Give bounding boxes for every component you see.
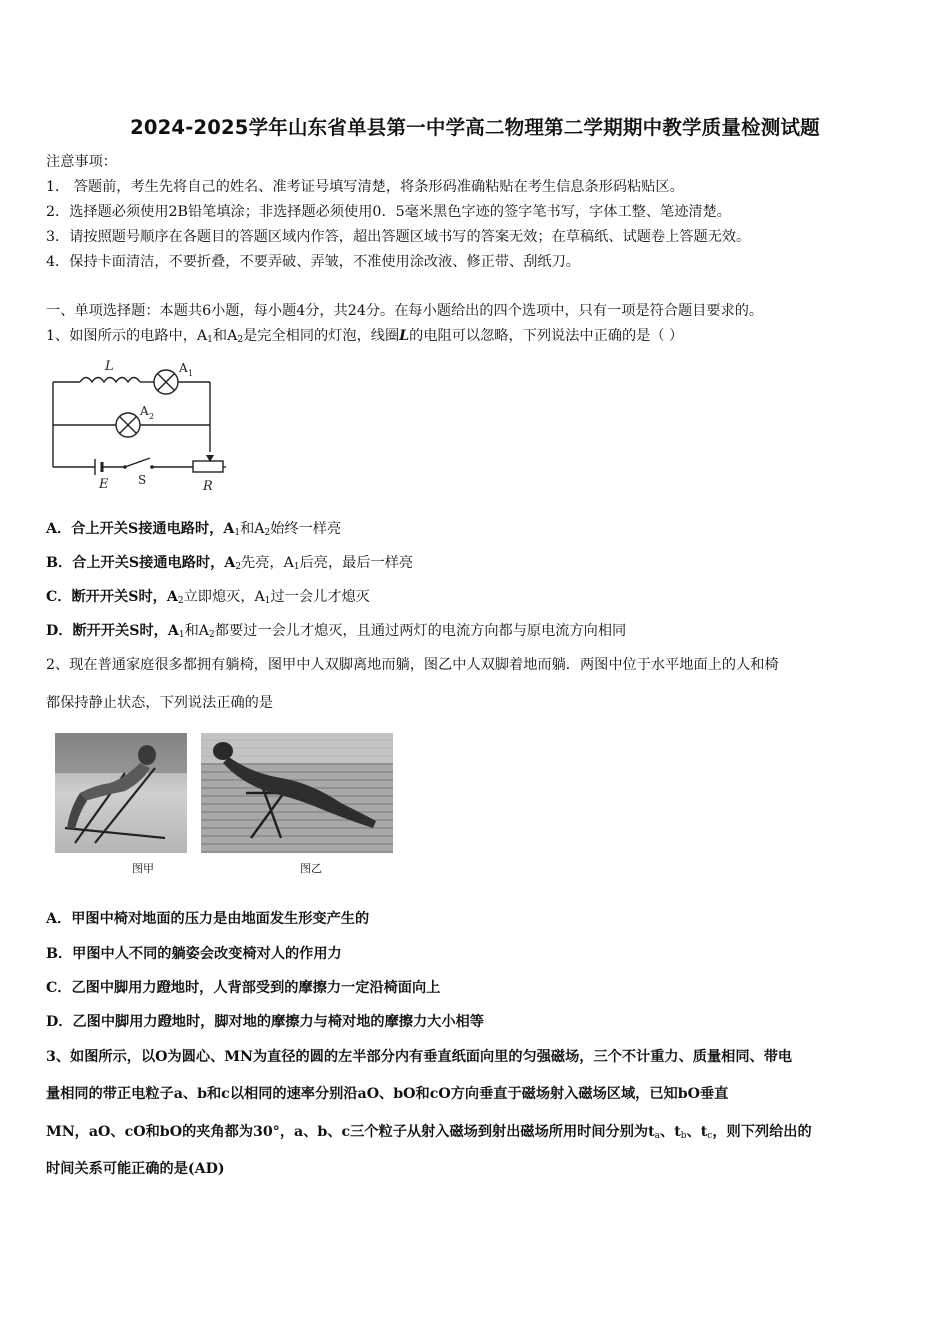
label-lamp-A1: A [179,361,188,375]
label-switch-S: S [138,473,147,487]
label-battery-E: E [99,477,109,492]
section-heading: 一、单项选择题：本题共6小题，每小题4分，共24分。在每小题给出的四个选项中，只有一项是符合题目要求的。 [46,303,764,319]
page-title: 2024-2025学年山东省单县第一中学高二物理第二学期期中教学质量检测试题 [130,116,820,139]
q2-option-b: B．甲图中人不同的躺姿会改变椅对人的作用力 [46,946,342,962]
figure-caption-yi: 图乙 [300,862,322,875]
question-3-line3: MN，aO、cO和bO的夹角都为30°，a、b、c三个粒子从射入磁场到射出磁场所用时间分别为$t_a$、$t_b$、$t_c$，则下列给出的 [46,1124,812,1141]
q1-option-c: C．断开开关S时，$A_2$立即熄灭，$A_1$过一会儿才熄灭 [46,589,370,606]
question-3-line2: 量相同的带正电粒子a、b和c以相同的速率分别沿aO、bO和cO方向垂直于磁场射入磁场区域，已知bO垂直 [46,1086,729,1102]
question-3-line1: 3、如图所示，以O为圆心、MN为直径的圆的左半部分内有垂直纸面向里的匀强磁场，三个不计重力、质量相同、带电 [46,1049,793,1065]
notice-heading: 注意事项： [46,154,117,170]
lamp-a1-symbol [154,370,178,394]
question-1-stem: 1、如图所示的电路中，$A_1$和$A_2$是完全相同的灯泡，线圈L的电阻可以忽略，下列说法中正确的是（ ） [46,328,684,345]
photo-figure-yi [201,733,393,853]
lamp-a2-symbol [116,413,140,437]
figure-caption-jia: 图甲 [132,862,154,875]
label-lamp-A2-sub: 2 [149,412,155,421]
question-3-line4: 时间关系可能正确的是(AD) [46,1161,225,1177]
label-inductor-L: L [105,359,114,374]
notice-item: 2．选择题必须使用2B铅笔填涂；非选择题必须使用0．5毫米黑色字迹的签字笔书写，字体工整、笔迹清楚。 [46,204,731,220]
photo-figure-jia [55,733,187,853]
notice-item: 3．请按照题号顺序在各题目的答题区域内作答，超出答题区域书写的答案无效；在草稿纸、试题卷上答题无效。 [46,229,751,245]
label-lamp-A1-sub: 1 [188,369,194,378]
question-2-stem-line1: 2、现在普通家庭很多都拥有躺椅，图甲中人双脚离地而躺，图乙中人双脚着地而躺．两图中位于水平地面上的人和椅 [46,657,779,673]
notice-item: 4．保持卡面清洁，不要折叠，不要弄破、弄皱，不准使用涂改液、修正带、刮纸刀。 [46,254,580,270]
q2-option-c: C．乙图中脚用力蹬地时，人背部受到的摩擦力一定沿椅面向上 [46,980,441,996]
q2-option-d: D．乙图中脚用力蹬地时，脚对地的摩擦力与椅对地的摩擦力大小相等 [46,1014,484,1030]
q1-option-b: B．合上开关S接通电路时，$A_2$先亮，$A_1$后亮，最后一样亮 [46,555,414,572]
q1-option-a: A．合上开关S接通电路时，$A_1$和$A_2$始终一样亮 [46,521,342,538]
label-rheostat-R: R [203,479,213,494]
q2-option-a: A．甲图中椅对地面的压力是由地面发生形变产生的 [46,911,370,927]
label-lamp-A2: A [140,404,149,418]
q1-option-d: D．断开开关S时，$A_1$和$A_2$都要过一会儿才熄灭，且通过两灯的电流方向都与原电流方向相同 [46,623,627,640]
question-2-stem-line2: 都保持静止状态，下列说法正确的是 [46,695,274,711]
notice-item: 1． 答题前，考生先将自己的姓名、准考证号填写清楚，将条形码准确粘贴在考生信息条形码粘贴区。 [46,179,684,195]
